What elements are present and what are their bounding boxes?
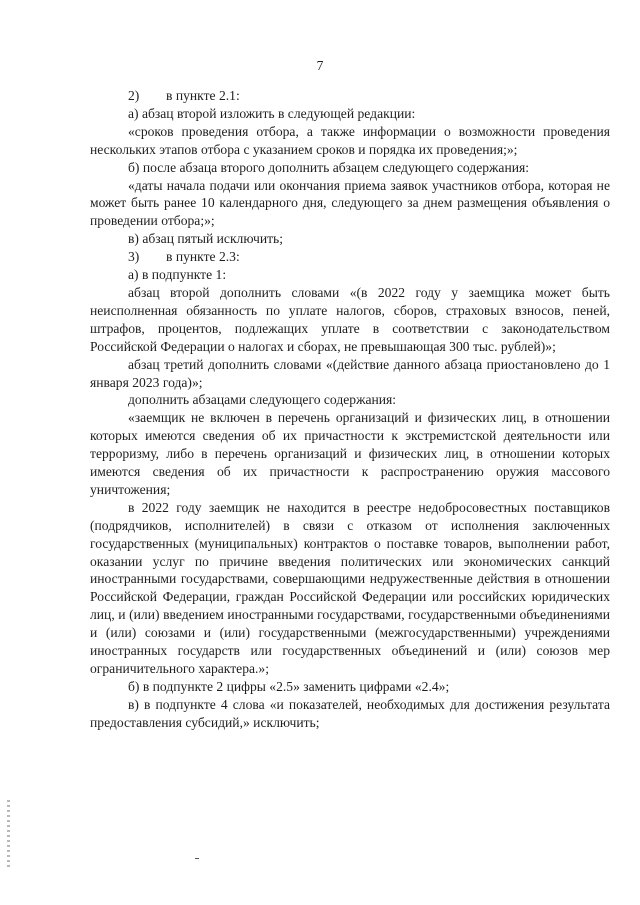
paragraph: [90, 105, 610, 123]
paragraph: [90, 177, 610, 231]
margin-scan-mark: [7, 800, 10, 870]
paragraph-text: «заемщик не включен в перечень организаций и физических лиц, в отношении которых имеются сведения об их причастности к экстремистской деятельности или терроризму, либо в перечень организаций и физических лиц, в отношении которых имеются сведения об их причастности к распространению оружия массового уничтожения;: [90, 410, 610, 497]
paragraph: [90, 696, 610, 732]
document-body: [90, 87, 610, 732]
item-number: 3): [128, 249, 140, 265]
paragraph-text: в) абзац пятый исключить;: [128, 231, 284, 247]
paragraph-text: б) после абзаца второго дополнить абзацем следующего содержания:: [128, 159, 530, 175]
paragraph: [90, 391, 610, 409]
paragraph-text: «сроков проведения отбора, а также информации о возможности проведения нескольких этапов отбора с указанием сроков и порядка их проведения;»;: [90, 123, 610, 157]
paragraph-text: б) в подпункте 2 цифры «2.5» заменить цифрами «2.4»;: [128, 678, 450, 694]
scan-artifact-dash: [195, 858, 199, 859]
paragraph: [90, 248, 610, 266]
paragraph-text: абзац второй дополнить словами «(в 2022 году у заемщика может быть неисполненная обязанность по уплате налогов, сборов, страховых взносов, пеней, штрафов, процентов, подлежащих уплате в соответствии с законодательством Российской Федерации о налогах и сборах, не превышающая 300 тыс. рублей)»;: [90, 284, 610, 354]
paragraph: [90, 409, 610, 499]
paragraph-text: «даты начала подачи или окончания приема заявок участников отбора, которая не может быть ранее 10 календарного дня, следующего за днем размещения объявления о проведении отбора;»;: [90, 177, 610, 229]
paragraph: [90, 499, 610, 678]
paragraph-text: дополнить абзацами следующего содержания:: [128, 392, 397, 408]
paragraph: [90, 87, 610, 105]
paragraph: [90, 678, 610, 696]
paragraph-text: а) абзац второй изложить в следующей редакции:: [128, 105, 416, 121]
paragraph: [90, 123, 610, 159]
paragraph: [90, 230, 610, 248]
item-number: 2): [128, 88, 140, 103]
paragraph-text: в 2022 году заемщик не находится в реестре недобросовестных поставщиков (подрядчиков, исполнителей) в связи с отказом от исполнения заключенных государственных (муниципальных) контрактов о поставке товаров, выполнении работ, оказании услуг по причине введения политических или экономических санкций иностранными государствами, совершающими недружественные действия в отношении Российской Федерации, граждан Российской Федерации или российских юридических лиц, и (или) введением иностранными государствами, государственными объединениями и (или) союзами и (или) государственными (межгосударственными) учреждениями иностранных государств или государственных объединений и (или) союзов мер ограничительного характера.»;: [90, 499, 610, 676]
paragraph-text: в пункте 2.1:: [166, 88, 240, 103]
paragraph: [90, 159, 610, 177]
page-number: 7: [316, 58, 324, 73]
paragraph-text: а) в подпункте 1:: [128, 267, 227, 283]
paragraph: [90, 284, 610, 356]
paragraph: [90, 266, 610, 284]
paragraph-text: абзац третий дополнить словами «(действие данного абзаца приостановлено до 1 января 2023 года)»;: [90, 356, 610, 390]
paragraph: [90, 356, 610, 392]
paragraph-text: в пункте 2.3:: [166, 249, 240, 265]
paragraph-text: в) в подпункте 4 слова «и показателей, необходимых для достижения результата предоставления субсидий,» исключить;: [90, 696, 610, 730]
